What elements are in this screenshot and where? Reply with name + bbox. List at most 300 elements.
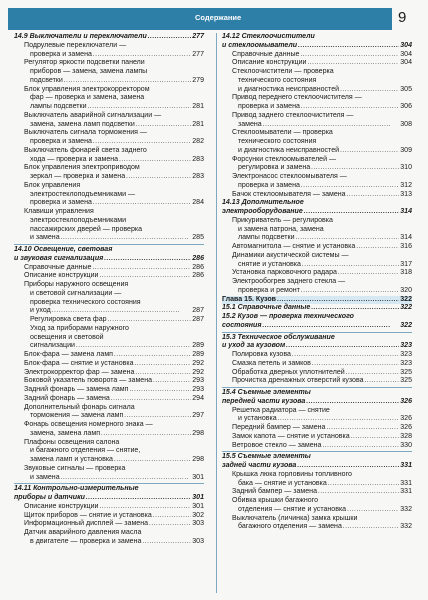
- toc-entry-text: Датчик аварийного давления масла: [24, 529, 142, 536]
- toc-entry-text: Ветровое стекло — замена: [232, 441, 322, 449]
- toc-entry-text: Электрообогрев заднего стекла —: [232, 278, 346, 285]
- toc-entry[interactable]: [14, 421, 204, 439]
- toc-entry-text: приборы и датчики: [14, 494, 85, 501]
- toc-entry-text: Передний бампер — замена: [232, 424, 326, 431]
- toc-entry-text: Уход за приборами наружного: [30, 324, 129, 332]
- toc-page-number: 316: [400, 243, 412, 250]
- toc-entry-text: пассажирских дверей — проверка: [30, 225, 143, 233]
- toc-entry[interactable]: [14, 272, 204, 281]
- toc-entry-text: Блок-фара — замена ламп: [24, 351, 113, 358]
- toc-entry[interactable]: [14, 86, 204, 112]
- toc-entry-text: технического состояния: [238, 138, 317, 145]
- dot-leader: [135, 360, 192, 369]
- toc-entry[interactable]: [222, 351, 412, 360]
- dot-leader: [149, 520, 191, 529]
- dot-leader: [318, 488, 399, 497]
- toc-page-number: 322: [400, 321, 412, 329]
- dot-leader: [343, 523, 399, 532]
- toc-page-number: 303: [192, 537, 204, 545]
- toc-entry[interactable]: [14, 129, 204, 147]
- dot-leader: [307, 59, 399, 68]
- dot-leader: [302, 261, 399, 270]
- dot-leader: [278, 415, 400, 424]
- toc-page-number: 298: [192, 429, 204, 437]
- dot-leader: [76, 342, 191, 351]
- toc-entry-text: Смазка петель и замков: [232, 359, 311, 367]
- toc-page-number: 323: [400, 342, 412, 350]
- toc-page-number: 287: [192, 307, 204, 315]
- toc-entry-text: Электрокорректор фар — замена: [24, 368, 135, 376]
- dot-leader: [356, 243, 399, 252]
- toc-entry-text: подсветки: [30, 76, 63, 84]
- toc-page-number: 312: [400, 181, 412, 189]
- dot-leader: [99, 272, 191, 281]
- toc-entry[interactable]: [14, 112, 204, 130]
- toc-entry[interactable]: [14, 512, 204, 521]
- dot-leader: [142, 538, 191, 547]
- toc-page-number: 289: [192, 351, 204, 358]
- toc-entry[interactable]: [222, 433, 412, 442]
- toc-entry[interactable]: [14, 351, 204, 360]
- toc-page-number: 317: [400, 260, 412, 268]
- dot-leader: [300, 51, 399, 60]
- toc-entry[interactable]: [222, 59, 412, 68]
- dot-leader: [301, 103, 399, 112]
- dot-leader: [347, 506, 399, 515]
- toc-section-heading[interactable]: [222, 33, 412, 51]
- toc-entry-text: Боковой указатель поворота — замена: [24, 377, 153, 385]
- dot-leader: [136, 121, 191, 130]
- dot-leader: [263, 121, 400, 130]
- toc-entry-text: 14.10 Освещение, световая: [14, 246, 113, 253]
- toc-entry-text: Описание конструкции: [24, 272, 99, 280]
- dot-leader: [296, 234, 400, 243]
- dot-leader: [93, 138, 191, 147]
- toc-entry-text: Привод переднего стеклоочистителя —: [232, 94, 362, 102]
- dot-leader: [365, 377, 400, 386]
- toc-entry[interactable]: [222, 156, 412, 174]
- section-separator: [14, 244, 204, 245]
- toc-entry-text: торможения — замена ламп: [30, 412, 124, 420]
- toc-entry-text: замена: [238, 120, 262, 128]
- toc-entry-text: фар — проверка и замена, замена: [30, 94, 145, 102]
- toc-entry-text: и установка: [238, 415, 277, 423]
- toc-entry-text: и замена: [30, 234, 60, 242]
- toc-entry-text: сигнализации: [30, 342, 75, 350]
- section-separator: [14, 483, 204, 484]
- toc-entry-text: Стеклоомыватели — проверка: [232, 129, 333, 137]
- toc-entry-text: и багажного отделения — снятие,: [30, 447, 141, 455]
- toc-page-number: 325: [400, 368, 412, 376]
- toc-entry-text: 14.13 Дополнительное: [222, 199, 304, 207]
- toc-entry-text: Описание конструкции: [24, 502, 99, 510]
- toc-entry-text: Форсунки стеклоомывателей —: [232, 155, 337, 163]
- toc-entry-text: замена, замена ламп подсветки: [30, 120, 135, 128]
- toc-entry-text: Выключатель (личинка) замка крышки: [232, 514, 358, 522]
- dot-leader: [148, 33, 191, 42]
- dot-leader: [93, 51, 191, 60]
- toc-entry-text: 15.4 Съемные элементы: [222, 389, 311, 396]
- section-separator: [222, 332, 412, 333]
- toc-page-number: 282: [192, 138, 204, 145]
- toc-page-number: 285: [192, 234, 204, 242]
- dot-leader: [311, 164, 399, 173]
- toc-page-number: 304: [400, 50, 412, 58]
- toc-entry[interactable]: [14, 529, 204, 547]
- toc-page-number: 289: [192, 342, 204, 350]
- toc-page-number: 301: [192, 502, 204, 510]
- toc-page-number: 306: [400, 103, 412, 110]
- toc-entry-text: приборов — замена, замена лампы: [30, 68, 148, 75]
- toc-entry-text: отделения — снятие и установка: [238, 505, 347, 513]
- toc-entry-text: Динамики акустической системы —: [232, 251, 349, 259]
- toc-entry[interactable]: [222, 515, 412, 533]
- toc-entry-text: Выключатель сигнала торможения —: [24, 129, 147, 137]
- dot-leader: [340, 147, 399, 156]
- toc-entry[interactable]: [222, 68, 412, 94]
- toc-entry-text: проверка и замена: [238, 103, 300, 110]
- dot-leader: [262, 322, 399, 331]
- toc-entry-text: Приборы наружного освещения: [24, 281, 129, 288]
- toc-entry[interactable]: [14, 369, 204, 378]
- toc-entry-text: Щиток приборов — снятие и установка: [24, 511, 152, 519]
- toc-entry-text: 14.11 Контрольно-измерительные: [14, 485, 139, 493]
- dot-leader: [351, 433, 400, 442]
- toc-entry[interactable]: [222, 129, 412, 155]
- toc-page-number: 320: [400, 286, 412, 294]
- dot-leader: [61, 474, 192, 483]
- toc-section-heading[interactable]: [222, 304, 412, 313]
- toc-entry-text: проверка технического состояния: [30, 298, 141, 306]
- dot-leader: [304, 208, 399, 217]
- toc-page-number: 305: [400, 85, 412, 93]
- dot-leader: [306, 398, 399, 407]
- toc-entry-text: Подрулевые переключатели —: [24, 41, 127, 49]
- dot-leader: [64, 77, 191, 86]
- toc-page-number: 330: [400, 441, 412, 449]
- toc-entry-text: Звуковые сигналы — проверка: [24, 464, 126, 472]
- dot-leader: [92, 264, 191, 273]
- dot-leader: [346, 369, 400, 378]
- toc-entry[interactable]: [14, 386, 204, 395]
- toc-entry-text: и стеклоомыватели: [222, 41, 298, 49]
- toc-entry[interactable]: [14, 42, 204, 60]
- toc-entry-text: проверка и ремонт: [238, 286, 300, 294]
- toc-page-number: 286: [192, 272, 204, 280]
- dot-leader: [61, 234, 192, 243]
- toc-page-number: 283: [192, 155, 204, 163]
- toc-page-number: 332: [400, 523, 412, 531]
- dot-leader: [114, 456, 191, 465]
- toc-entry-text: Блок управления: [24, 181, 81, 189]
- toc-entry-text: электрооборудование: [222, 208, 303, 215]
- toc-entry-text: Регулятор яркости подсветки панели: [24, 59, 145, 67]
- toc-section-heading[interactable]: [222, 453, 412, 471]
- toc-entry[interactable]: [222, 424, 412, 433]
- dot-leader: [286, 342, 399, 351]
- dot-leader: [328, 480, 399, 489]
- dot-leader: [52, 307, 191, 316]
- toc-section-heading[interactable]: [14, 485, 204, 503]
- toc-entry-text: Стеклоочистители — проверка: [232, 68, 334, 75]
- toc-entry-text: 15.5 Съемные элементы: [222, 453, 311, 461]
- toc-page-number: 322: [400, 295, 412, 303]
- toc-page-number: 325: [400, 377, 412, 385]
- toc-entry-text: электростеклоподъемниками —: [30, 190, 136, 198]
- toc-entry-text: передней части кузова: [222, 397, 306, 405]
- toc-entry-text: Дополнительный фонарь сигнала: [24, 403, 135, 411]
- toc-entry-text: Выключатель фонарей света заднего: [24, 146, 147, 154]
- toc-entry-text: Блок управления электроприводом: [24, 164, 140, 172]
- toc-entry[interactable]: [222, 243, 412, 252]
- toc-page-number: 308: [400, 120, 412, 128]
- toc-entry-text: и диагностика неисправностей: [238, 85, 340, 93]
- toc-entry[interactable]: [222, 442, 412, 451]
- toc-entry[interactable]: [14, 465, 204, 483]
- toc-entry-text: Задний фонарь — замена: [24, 394, 110, 402]
- toc-page-number: 277: [192, 50, 204, 58]
- toc-entry-text: Задний фонарь — замена ламп: [24, 386, 129, 393]
- toc-entry-text: Информационный дисплей — замена: [24, 520, 149, 528]
- dot-leader: [338, 269, 399, 278]
- toc-entry-text: Электронасос стеклоомывателя —: [232, 173, 347, 180]
- toc-entry[interactable]: [14, 281, 204, 316]
- toc-entry[interactable]: [14, 316, 204, 325]
- dot-leader: [124, 412, 191, 421]
- toc-entry[interactable]: [222, 191, 412, 200]
- toc-page-number: 301: [192, 494, 204, 501]
- toc-entry[interactable]: [14, 404, 204, 422]
- toc-entry-text: и звуковая сигнализация: [14, 254, 104, 262]
- toc-entry[interactable]: [14, 325, 204, 351]
- toc-entry-text: Выключатель аварийной сигнализации —: [24, 111, 162, 119]
- toc-entry-text: Обивка крышки багажного: [232, 497, 318, 504]
- dot-leader: [312, 360, 399, 369]
- toc-page-number: 323: [400, 359, 412, 367]
- toc-entry-text: технического состояния: [238, 76, 317, 84]
- toc-entry-text: Задний бампер — замена: [232, 488, 317, 496]
- toc-page-number: 326: [400, 397, 412, 405]
- toc-entry-text: Обработка дверных уплотнителей: [232, 368, 345, 376]
- toc-entry-text: снятие и установка: [238, 260, 301, 268]
- toc-page-number: 302: [192, 511, 204, 519]
- toc-entry-text: Блок управления электрокорректором: [24, 85, 150, 93]
- toc-entry-text: замена ламп и установка: [30, 456, 113, 463]
- toc-entry-text: Прочистка дренажных отверстий кузова: [232, 377, 364, 385]
- dot-leader: [322, 442, 399, 451]
- toc-entry-text: Прикуриватель — регулировка: [232, 216, 333, 224]
- toc-entry[interactable]: [222, 112, 412, 130]
- toc-entry-text: Справочные данные: [232, 50, 300, 58]
- dot-leader: [93, 199, 191, 208]
- toc-section-heading[interactable]: [14, 33, 204, 42]
- toc-entry[interactable]: [222, 269, 412, 278]
- toc-entry-text: регулировка и замена: [238, 164, 311, 172]
- toc-page-number: 293: [192, 386, 204, 393]
- toc-page-number: 294: [192, 394, 204, 402]
- toc-entry-text: бака — снятие и установка: [238, 479, 327, 487]
- toc-entry[interactable]: [14, 503, 204, 512]
- toc-page-number: 292: [192, 368, 204, 376]
- toc-entry-text: 14.9 Выключатели и переключатели: [14, 33, 147, 40]
- toc-entry[interactable]: [222, 488, 412, 497]
- toc-page-number: 281: [192, 103, 204, 110]
- dot-leader: [298, 42, 399, 51]
- toc-page-number: 326: [400, 415, 412, 423]
- toc-entry-text: Плафоны освещения салона: [24, 438, 120, 446]
- toc-page-number: 318: [400, 269, 412, 277]
- toc-page-number: 297: [192, 412, 204, 420]
- toc-entry-text: и диагностика неисправностей: [238, 146, 340, 154]
- toc-page-number: 313: [400, 190, 412, 198]
- toc-page-number: 284: [192, 199, 204, 207]
- toc-entry-text: Автомагнитола — снятие и установка: [232, 243, 356, 250]
- toc-section-heading[interactable]: [14, 246, 204, 264]
- toc-entry-text: Крышка люка горловины топливного: [232, 470, 352, 478]
- toc-left-column: [14, 33, 204, 547]
- dot-leader: [101, 430, 191, 439]
- toc-entry-text: проверка и замена: [30, 138, 92, 145]
- dot-leader: [129, 386, 191, 395]
- toc-entry[interactable]: [222, 173, 412, 191]
- dot-leader: [311, 304, 399, 313]
- toc-entry-text: Установка парковочного радара: [232, 269, 337, 277]
- toc-entry[interactable]: [14, 59, 204, 85]
- toc-page-number: 331: [400, 462, 412, 469]
- toc-page-number: 286: [192, 263, 204, 271]
- toc-page-number: 286: [192, 254, 204, 262]
- toc-entry-text: Замок капота — снятие и установка: [232, 432, 350, 440]
- toc-entry-text: Полировка кузова: [232, 351, 291, 358]
- toc-entry-text: и замена: [30, 473, 60, 481]
- column-divider: [216, 33, 217, 593]
- toc-entry-text: состояния: [222, 321, 262, 329]
- toc-page-number: 283: [192, 173, 204, 180]
- toc-entry[interactable]: [14, 377, 204, 386]
- dot-leader: [277, 296, 399, 305]
- toc-entry-text: Регулировка света фар: [30, 316, 107, 323]
- toc-entry[interactable]: [222, 369, 412, 378]
- toc-page-number: 309: [400, 146, 412, 154]
- toc-page-number: 293: [192, 377, 204, 385]
- toc-entry-text: Справочные данные: [24, 263, 92, 271]
- toc-entry[interactable]: [14, 182, 204, 208]
- toc-entry[interactable]: [222, 252, 412, 270]
- toc-entry-text: и световой сигнализации —: [30, 289, 122, 297]
- toc-entry[interactable]: [222, 407, 412, 425]
- toc-entry[interactable]: [222, 471, 412, 489]
- toc-entry[interactable]: [14, 395, 204, 404]
- toc-page-number: 277: [192, 33, 204, 40]
- dot-leader: [326, 424, 399, 433]
- toc-page-number: 303: [192, 520, 204, 528]
- toc-entry[interactable]: [222, 497, 412, 515]
- dot-leader: [135, 369, 191, 378]
- toc-page-number: 304: [400, 41, 412, 49]
- toc-page-number: 298: [192, 456, 204, 463]
- dot-leader: [297, 462, 399, 471]
- toc-page-number: 301: [192, 473, 204, 481]
- toc-entry-text: и замена патрона, замена: [238, 225, 324, 233]
- toc-page-number: 314: [400, 234, 412, 242]
- toc-page-number: 331: [400, 479, 412, 487]
- toc-entry-text: 15.1 Справочные данные: [222, 304, 311, 312]
- dot-leader: [88, 103, 192, 112]
- toc-entry-text: замена, замена ламп: [30, 429, 101, 437]
- toc-page-number: 328: [400, 432, 412, 440]
- toc-page-number: 323: [400, 351, 412, 358]
- toc-entry-text: лампы подсветки: [238, 234, 295, 242]
- toc-entry[interactable]: [14, 520, 204, 529]
- toc-page-number: 332: [400, 505, 412, 513]
- toc-page-number: 304: [400, 59, 412, 67]
- toc-entry-text: и уход: [30, 307, 51, 315]
- toc-entry[interactable]: [14, 147, 204, 165]
- toc-entry-text: Блок-фара — снятие и установка: [24, 359, 134, 367]
- toc-page-number: 287: [192, 316, 204, 323]
- toc-page-number: 281: [192, 120, 204, 128]
- toc-section-heading[interactable]: [222, 296, 412, 305]
- toc-entry[interactable]: [222, 51, 412, 60]
- toc-entry-text: проверка и замена: [30, 50, 92, 58]
- toc-page-number: 322: [400, 304, 412, 312]
- page-number: 9: [398, 9, 407, 26]
- dot-leader: [153, 512, 191, 521]
- dot-leader: [126, 173, 191, 182]
- toc-section-heading[interactable]: [222, 389, 412, 407]
- toc-entry-text: Решетка радиатора — снятие: [232, 406, 330, 414]
- toc-entry-text: Фонарь освещения номерного знака —: [24, 421, 153, 428]
- dot-leader: [301, 182, 399, 191]
- toc-entry[interactable]: [222, 377, 412, 386]
- toc-entry[interactable]: [222, 94, 412, 112]
- toc-entry-text: Привод заднего стеклоочистителя —: [232, 111, 354, 119]
- toc-entry-text: и уход за кузовом: [222, 342, 286, 350]
- toc-entry-text: проверка и замена: [30, 199, 92, 207]
- toc-page-number: 292: [192, 359, 204, 367]
- toc-entry[interactable]: [222, 217, 412, 243]
- toc-entry[interactable]: [14, 264, 204, 273]
- dot-leader: [104, 255, 191, 264]
- toc-entry-text: задней части кузова: [222, 462, 297, 469]
- toc-entry-text: 15.2 Кузов — проверка технического: [222, 313, 354, 320]
- dot-leader: [119, 156, 191, 165]
- toc-entry[interactable]: [222, 278, 412, 296]
- toc-page-number: 310: [400, 164, 412, 172]
- dot-leader: [86, 494, 191, 503]
- toc-entry[interactable]: [14, 164, 204, 182]
- toc-entry-text: хода — проверка и замена: [30, 155, 119, 163]
- toc-section-heading[interactable]: [222, 313, 412, 331]
- toc-entry-text: лампы подсветки: [30, 103, 87, 110]
- dot-leader: [347, 191, 400, 200]
- toc-entry-text: 15.3 Техническое обслуживание: [222, 333, 335, 341]
- toc-section-heading[interactable]: [222, 334, 412, 352]
- dot-leader: [301, 287, 399, 296]
- toc-entry[interactable]: [14, 439, 204, 465]
- toc-entry-text: электростеклоподъемниками: [30, 216, 127, 224]
- dot-leader: [340, 86, 399, 95]
- toc-entry[interactable]: [14, 360, 204, 369]
- dot-leader: [111, 395, 191, 404]
- toc-entry[interactable]: [222, 360, 412, 369]
- toc-section-heading[interactable]: [222, 199, 412, 217]
- toc-entry[interactable]: [14, 208, 204, 243]
- page-title: Содержание: [195, 13, 242, 22]
- toc-page-number: 326: [400, 424, 412, 431]
- toc-entry-text: багажного отделения — замена: [238, 523, 342, 531]
- toc-entry-text: Глава 15. Кузов: [222, 295, 277, 303]
